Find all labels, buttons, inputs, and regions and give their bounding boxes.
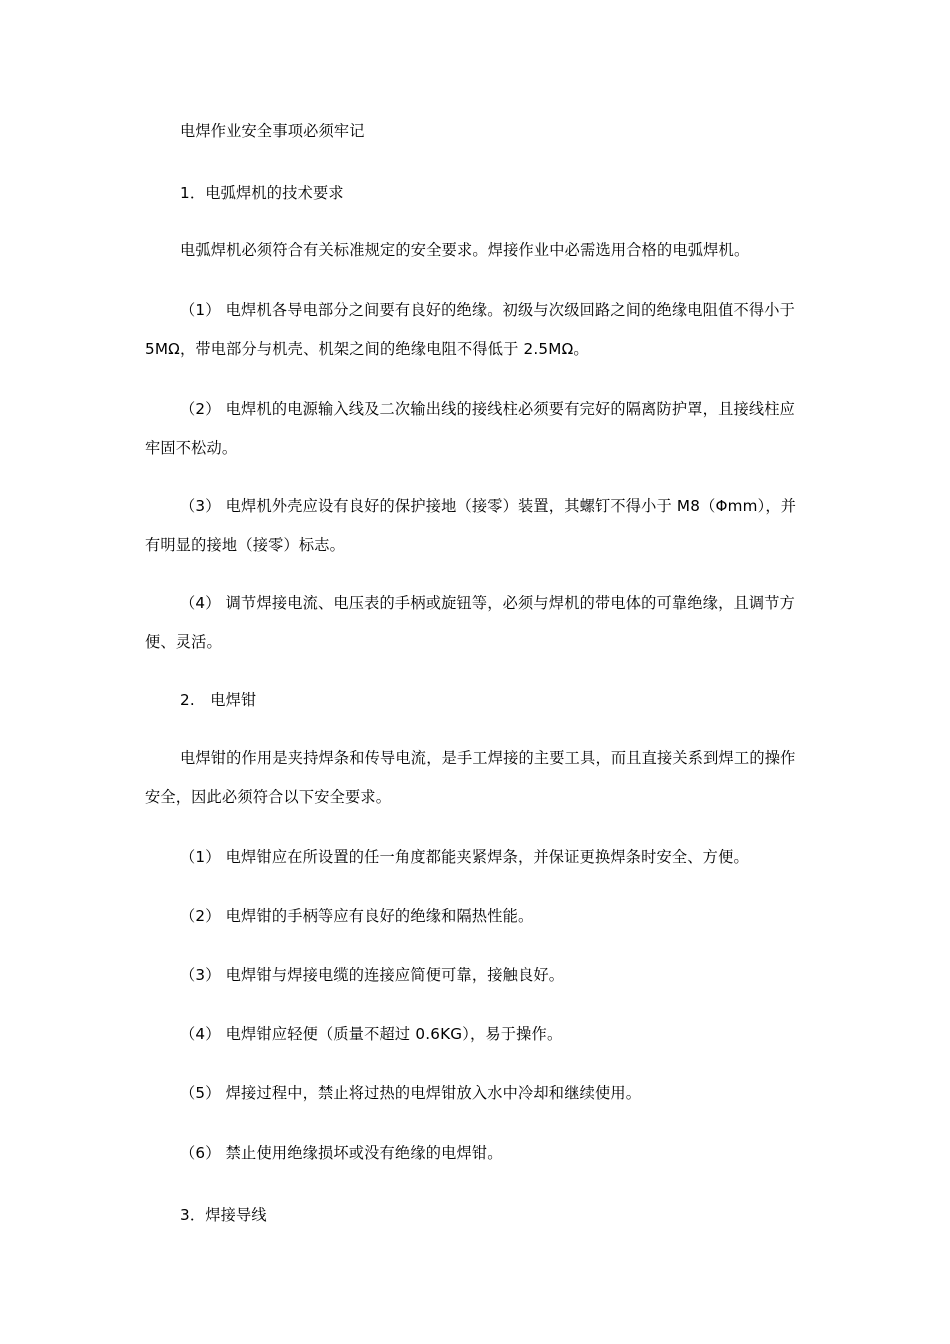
section-2-item-5: （5） 焊接过程中，禁止将过热的电焊钳放入水中冷却和继续使用。 [180,1084,642,1102]
section-1-heading: 1．电弧焊机的技术要求 [180,184,344,202]
section-2-intro: 电焊钳的作用是夹持焊条和传导电流，是手工焊接的主要工具，而且直接关系到焊工的操作安全，因此必须符合以下安全要求。 [145,749,796,806]
section-1-item-1: （1） 电焊机各导电部分之间要有良好的绝缘。初级与次级回路之间的绝缘电阻值不得小于 5MΩ，带电部分与机壳、机架之间的绝缘电阻不得低于 2.5MΩ。 [145,301,796,358]
section-1-item-4: （4） 调节焊接电流、电压表的手柄或旋钮等，必须与焊机的带电体的可靠绝缘，且调节方便、灵活。 [145,594,796,651]
section-2-heading: 2. 电焊钳 [180,691,257,709]
section-1-item-3: （3） 电焊机外壳应设有良好的保护接地（接零）装置，其螺钉不得小于 M8（Φmm），并有明显的接地（接零）标志。 [145,497,797,554]
section-2-item-2: （2） 电焊钳的手柄等应有良好的绝缘和隔热性能。 [180,907,534,925]
section-2-item-4: （4） 电焊钳应轻便（质量不超过 0.6KG），易于操作。 [180,1025,563,1043]
section-2-item-1: （1） 电焊钳应在所设置的任一角度都能夹紧焊条，并保证更换焊条时安全、方便。 [180,848,749,866]
section-1-item-2: （2） 电焊机的电源输入线及二次输出线的接线柱必须要有完好的隔离防护罩，且接线柱应牢固不松动。 [145,400,796,457]
section-2-item-3: （3） 电焊钳与焊接电缆的连接应简便可靠，接触良好。 [180,966,565,984]
document-title: 电焊作业安全事项必须牢记 [180,122,365,140]
section-1-intro: 电弧焊机必须符合有关标准规定的安全要求。焊接作业中必需选用合格的电弧焊机。 [180,241,750,259]
section-2-item-6: （6） 禁止使用绝缘损坏或没有绝缘的电焊钳。 [180,1144,503,1162]
section-3-heading: 3．焊接导线 [180,1206,267,1224]
